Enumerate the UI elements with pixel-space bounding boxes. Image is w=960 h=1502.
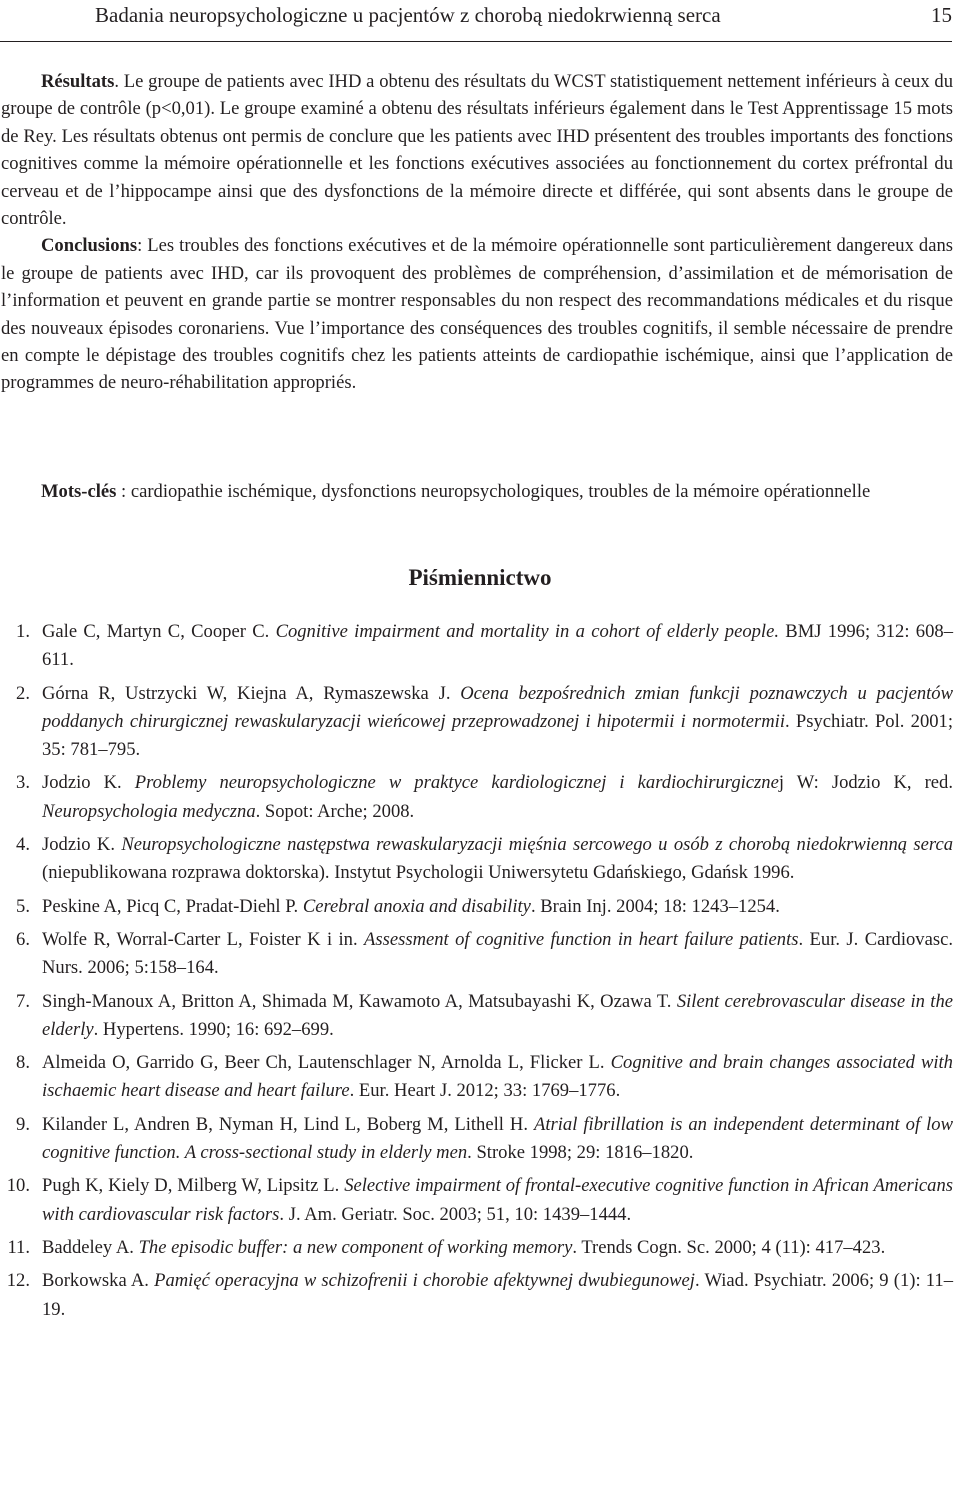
reference-authors: Almeida O, Garrido G, Beer Ch, Lautenschlager N, Arnolda L, Flicker L. (42, 1052, 611, 1074)
reference-number: 3. (16, 772, 30, 794)
reference-item (0, 1049, 953, 1106)
reference-title: Pamięć operacyjna w schizofrenii i chorobie afektywnej dwubiegunowej (154, 1270, 695, 1292)
reference-item (0, 1172, 953, 1229)
reference-source: . Wiad. Psychiatr. 2006; 9 (1): 11–19. (42, 1270, 953, 1320)
reference-title: Neuropsychologiczne następstwa rewaskularyzacji mięśnia sercowego u osób z chorobą niedokrwienną serca (121, 834, 953, 856)
reference-item (0, 988, 953, 1045)
reference-number: 1. (16, 621, 30, 642)
french-abstract (1, 68, 953, 397)
reference-book-title: Neuropsychologia medyczna (42, 800, 256, 822)
reference-number: 10. (6, 1175, 30, 1197)
reference-authors: Baddeley A. (42, 1236, 139, 1258)
reference-title: Problemy neuropsychologiczne w praktyce kardiologicznej i kardiochirurgiczne (134, 772, 779, 794)
reference-authors: Borkowska A. (42, 1270, 155, 1292)
reference-authors: Jodzio K. (42, 834, 122, 856)
conclusions-text: : Les troubles des fonctions exécutives et de la mémoire opérationnelle sont particulièrement dangereux dans le groupe de patients avec IHD, car ils provoquent des problèmes de compréhension, d’assimilation et de mémorisation de l’information et peuvent en grande partie se montrer responsables du non respect des recommandations médicales et du risque des nouveaux épisodes coronariens. Vue l’importance des conséquences des troubles cognitifs, il semble nécessaire de prendre en compte le dépistage des troubles cognitifs chez les patients atteints de cardiopathie ischémique, ainsi que l’application de programmes de neuro-réhabilitation appropriés. (1, 235, 953, 394)
reference-item (0, 831, 953, 888)
reference-title: Cognitive and brain changes associated with ischaemic heart disease and heart failure (42, 1052, 953, 1102)
reference-number: 2. (16, 682, 30, 704)
reference-authors: Gale C, Martyn C, Cooper C. (42, 621, 276, 642)
reference-authors: Wolfe R, Worral-Carter L, Foister K i in. (42, 928, 365, 950)
reference-item (0, 1111, 953, 1168)
reference-title: The episodic buffer: a new component of working memory (138, 1236, 573, 1258)
reference-item (0, 618, 953, 675)
keywords-label: Mots-clés (41, 481, 117, 502)
reference-list (0, 618, 953, 1329)
reference-authors: Kilander L, Andren B, Nyman H, Lind L, Boberg M, Lithell H. (42, 1113, 534, 1135)
keywords (1, 478, 953, 506)
conclusions-paragraph (1, 232, 953, 396)
reference-item (0, 893, 953, 921)
page-number: 15 (931, 3, 952, 27)
reference-item (0, 680, 953, 765)
reference-number: 9. (16, 1113, 30, 1135)
reference-source: . Stroke 1998; 29: 1816–1820. (467, 1142, 694, 1164)
reference-number: 4. (16, 834, 30, 856)
reference-title: Atrial fibrillation is an independent determinant of low cognitive function. A cross-sectional study in elderly men (42, 1113, 954, 1164)
running-title: Badania neuropsychologiczne u pacjentów z chorobą niedokrwienną serca (95, 3, 721, 27)
results-label: Résultats (41, 71, 115, 92)
reference-title: Assessment of cognitive function in heart failure patients (364, 928, 799, 950)
reference-source: . Trends Cogn. Sc. 2000; 4 (11): 417–423. (572, 1236, 886, 1258)
reference-authors: Singh-Manoux A, Britton A, Shimada M, Kawamoto A, Matsubayashi K, Ozawa T. (42, 990, 677, 1012)
reference-item (0, 926, 953, 983)
reference-number: 11. (7, 1236, 30, 1258)
reference-title: Cognitive impairment and mortality in a cohort of elderly people. (275, 621, 779, 642)
reference-source: . Eur. Heart J. 2012; 33: 1769–1776. (349, 1080, 621, 1102)
reference-number: 6. (16, 928, 30, 950)
reference-authors: Peskine A, Picq C, Pradat-Diehl P. (42, 895, 303, 917)
reference-item (0, 1267, 953, 1324)
running-header (0, 0, 952, 42)
reference-number: 8. (16, 1052, 30, 1074)
reference-source: . Psychiatr. Pol. 2001; 35: 781–795. (42, 710, 953, 761)
reference-item (0, 769, 953, 826)
reference-source: . J. Am. Geriatr. Soc. 2003; 51, 10: 1439–1444. (279, 1203, 632, 1225)
results-paragraph (1, 68, 953, 232)
reference-source: . Eur. J. Cardiovasc. Nurs. 2006; 5:158–164. (42, 928, 953, 979)
reference-source: . Brain Inj. 2004; 18: 1243–1254. (530, 895, 780, 917)
reference-source: BMJ 1996; 312: 608–611. (42, 621, 953, 671)
reference-item (0, 1234, 953, 1262)
reference-source: j W: Jodzio K, red. (778, 772, 953, 794)
conclusions-label: Conclusions (41, 235, 138, 257)
reference-authors: Pugh K, Kiely D, Milberg W, Lipsitz L. (42, 1175, 345, 1197)
reference-title: Ocena bezpośrednich zmian funkcji poznawczych u pacjentów poddanych chirurgicznej rewaskularyzacji wieńcowej przeprowadzonej i hipotermii i normotermii (42, 682, 953, 732)
reference-number: 7. (16, 990, 30, 1012)
reference-source: (niepublikowana rozprawa doktorska). Instytut Psychologii Uniwersytetu Gdańskiego, Gdańsk 1996. (42, 862, 795, 884)
reference-title: Silent cerebrovascular disease in the elderly (42, 990, 953, 1040)
reference-title: Selective impairment of frontal-executive cognitive function in African Americans with cardiovascular risk factors (42, 1175, 953, 1225)
reference-publisher: . Sopot: Arche; 2008. (255, 800, 415, 822)
keywords-text: : cardiopathie ischémique, dysfonctions neuropsychologiques, troubles de la mémoire opérationnelle (116, 481, 871, 502)
reference-source: . Hypertens. 1990; 16: 692–699. (93, 1018, 334, 1040)
reference-number: 12. (6, 1270, 30, 1292)
reference-authors: Górna R, Ustrzycki W, Kiejna A, Rymaszewska J. (42, 682, 461, 704)
reference-authors: Jodzio K. (42, 772, 135, 794)
results-text: . Le groupe de patients avec IHD a obtenu des résultats du WCST statistiquement nettement inférieurs à ceux du groupe de contrôle (p<0,01). Le groupe examiné a obtenu des résultats inférieurs également dans le Test Apprentissage 15 mots de Rey. Les résultats obtenus ont permis de conclure que les patients avec IHD présentent des troubles importants des fonctions cognitives comme la mémoire opérationnelle et les fonctions exécutives associées au fonctionnement du cortex préfrontal du cerveau et de l’hippocampe ainsi que des dysfonctions de la mémoire directe et différée, qui sont absents dans le groupe de contrôle. (1, 71, 953, 230)
reference-title: Cerebral anoxia and disability (302, 895, 531, 917)
reference-number: 5. (16, 895, 30, 917)
references-heading: Piśmiennictwo (408, 565, 552, 590)
